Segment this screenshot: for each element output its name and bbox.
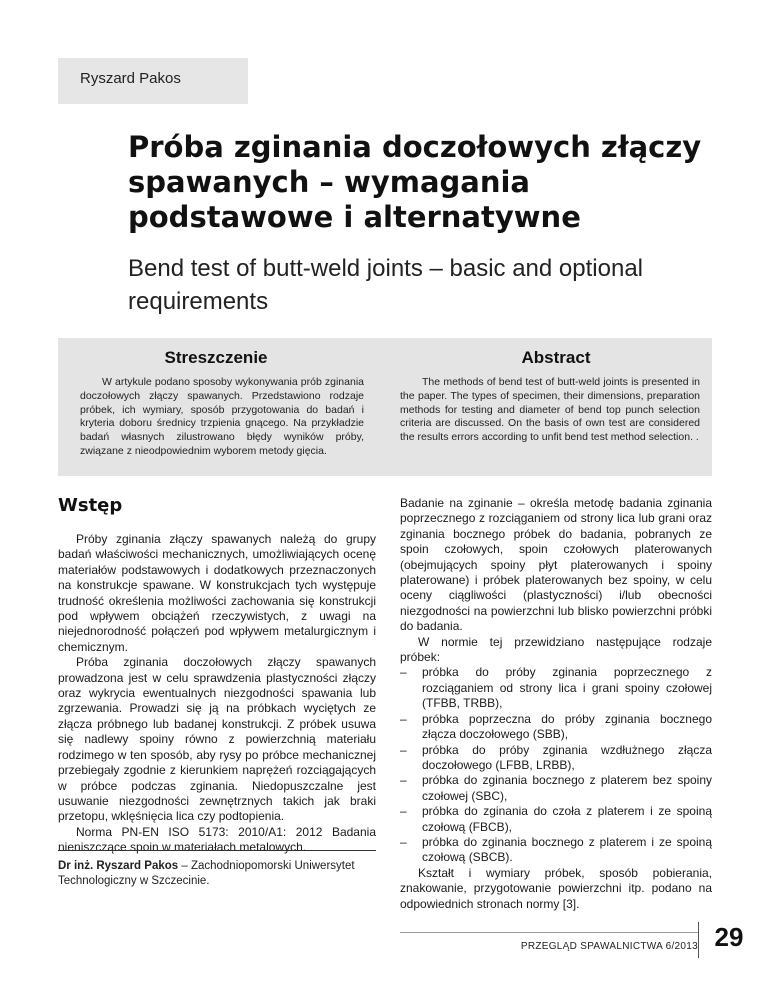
right-column xyxy=(400,496,712,912)
paragraph: Norma PN-EN ISO 5173: 2010/A1: 2012 Badania nieniszczące spoin w materiałach metalowych. xyxy=(58,824,376,855)
list-item xyxy=(400,773,712,804)
footer-divider xyxy=(698,922,699,958)
article-subtitle: Bend test of butt-weld joints – basic and optional requirements xyxy=(128,255,643,315)
list-item-text: próbka do zginania do czoła z platerem i ze spoiną czołową (FBCB), xyxy=(422,804,712,834)
list-dash: – xyxy=(400,804,407,819)
abstract-en-text: The methods of bend test of butt-weld joints is presented in the paper. The types of specimen, their dimensions, preparation methods for testing and diameter of bend top punch selection criteria are discussed. On the basis of own test are considered the results errors according to unfit bend test method selection. . xyxy=(400,376,700,444)
author-box xyxy=(58,58,248,104)
list-item-text: próbka do próby zginania poprzecznego z rozciąganiem od strony lica i grani spoiny czołowej (TFBB, TRBB), xyxy=(422,665,712,711)
list-dash: – xyxy=(400,711,407,726)
list-item-text: próbka do zginania bocznego z platerem bez spoiny czołowej (SBC), xyxy=(422,773,712,803)
paragraph: Próby zginania złączy spawanych należą do grupy badań właściwości mechanicznych, umożliwiających ocenę materiałów podstawowych i dodatkowych przeznaczonych na konstrukcje spawane. W konstrukcjach tych występuje trudność określenia możliwości zachowania się konstrukcji pod wpływem obciążeń rzeczywistych, z uwagi na niejednorodność połączeń pod wpływem metalurgicznym i chemicznym. xyxy=(58,532,376,654)
paragraph: Kształt i wymiary próbek, sposób pobierania, znakowanie, przygotowanie powierzchni itp. podano na odpowiednich stronach normy [3]. xyxy=(400,865,712,911)
page-number: 29 xyxy=(714,922,744,952)
affiliation-name: Dr inż. Ryszard Pakos xyxy=(58,860,179,872)
list-item xyxy=(400,804,712,835)
list-intro: W normie tej przewidziano następujące rodzaje próbek: xyxy=(400,634,712,665)
abstract-pl-text: W artykule podano sposoby wykonywania prób zginania doczołowych złączy spawanych. Przedstawiono rodzaje próbek, ich wymiary, sposób przygotowania do badań i kryteria doboru średnicy trzpienia gnącego. Na przykładzie badań własnych zilustrowano błędy wyników próby, związane z nieodpowiednim wyborem metody gięcia. xyxy=(80,376,364,457)
list-dash: – xyxy=(400,834,407,849)
list-dash: – xyxy=(400,665,407,680)
author-affiliation xyxy=(58,850,376,889)
affiliation-text: – Zachodniopomorski Uniwersytet Technologiczny w Szczecinie. xyxy=(58,860,355,887)
list-dash: – xyxy=(400,773,407,788)
paragraph: Badanie na zginanie – określa metodę badania zginania poprzecznego z rozciąganiem od strony lica lub grani oraz zginania bocznego próbek do badania, pobranych ze spoin czołowych, spoin czołowych platerowanych (obejmujących spoiny płyt platerowanych i spoiny platerowane) i próbek platerowanych bez spoiny, w celu oceny ciągliwości (plastyczności) i/lub obecności niezgodności na powierzchni lub blisko powierzchni próbki do badania. xyxy=(400,496,712,634)
author-name: Ryszard Pakos xyxy=(80,70,181,87)
list-item xyxy=(400,665,712,711)
specimen-list xyxy=(400,665,712,865)
left-column xyxy=(58,496,376,856)
list-item xyxy=(400,712,712,743)
abstract-en-heading: Abstract xyxy=(521,348,591,367)
list-item-text: próbka do próby zginania wzdłużnego złącza doczołowego (LFBB, LRBB), xyxy=(422,742,712,772)
list-dash: – xyxy=(400,742,407,757)
list-item-text: próbka do zginania bocznego z platerem i ze spoiną czołową (SBCB). xyxy=(422,834,712,865)
article-title: Próba zginania doczołowych złączy spawanych – wymagania podstawowe i alternatywne xyxy=(128,130,702,234)
list-item xyxy=(400,835,712,866)
journal-footer: PRZEGLĄD SPAWALNICTWA 6/2013 xyxy=(400,932,698,952)
list-item-text: próbka poprzeczna do próby zginania bocznego złącza doczołowego (SBB), xyxy=(422,711,712,742)
section-title-intro: Wstęp xyxy=(58,495,123,516)
list-item xyxy=(400,743,712,774)
abstract-pl-heading: Streszczenie xyxy=(164,348,268,367)
paragraph: Próba zginania doczołowych złączy spawanych prowadzona jest w celu sprawdzenia plastyczności złączy oraz wykrycia ewentualnych niezgodności spawania lub zgrzewania. Prowadzi się ją na próbkach wyciętych ze złącza próbnego lub badanej konstrukcji. Z próbek usuwa się nadlewy spoiny równo z powierzchnią materiału rodzimego w ten sposób, aby rysy po próbce mechanicznej przebiegały zgodnie z kierunkiem naprężeń rozciągających w próbce podczas zginania. Niedopuszczalne jest usuwanie niezgodności zewnętrznych takich jak braki przetopu, wklęśnięcia lica czy podtopienia. xyxy=(58,655,376,824)
